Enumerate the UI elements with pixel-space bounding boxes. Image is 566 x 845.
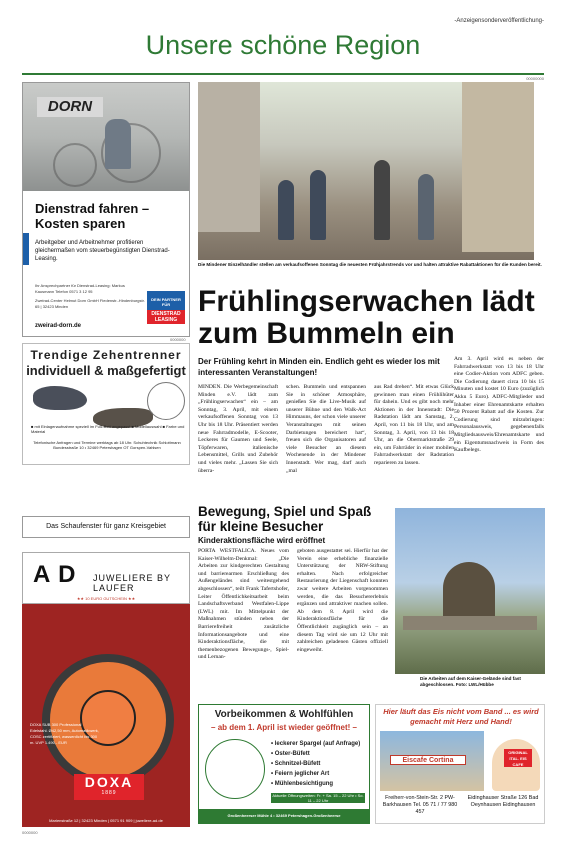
badge-bottom: DIENSTRAD LEASING — [147, 310, 185, 324]
second-headline: Bewegung, Spiel und Spaß für kleine Besucher — [198, 504, 372, 534]
rule-mark: 00000000 — [526, 76, 544, 81]
list-item: • leckerer Spargel (auf Anfrage) — [271, 741, 361, 747]
address-1: Freiherr-von-Stein-Str. 2 PW-Barkhausen Tel. 05 71 / 77 980 457 — [382, 795, 458, 815]
ad-shoes[interactable] — [22, 343, 190, 465]
pedestrian — [418, 174, 434, 240]
ad-footer: Telefonische Anfragen und Termine werktags ab 18 Uhr. Schuhtechnik Schlottmann Bundesstraße 10 • 32469 Petershagen OT Gorspen-Vahlsen — [33, 440, 181, 450]
page-title: Unsere schöne Region — [145, 30, 421, 60]
list-item: • Schnitzel-Büfett — [271, 761, 321, 767]
body-column: MINDEN. Die Werbegemeinschaft Minden e.V. lädt zum „Frühlingserwachen“ ein – am Sonntag, 3. April, mit einem verkaufsoffenen Sonntag von 13 Uhr bis 18 Uhr. Präsentiert werden neue Fahrradmodelle, E-Scooter, Leckeres für Gaumen und Seele, Töpferwaren, italienische Lebensmittel, Grills und Zubehör und vieles mehr. „Lassen Sie sich überra- — [198, 384, 278, 474]
header-rule — [22, 73, 544, 75]
contact-person: Ihr Ansprechpartner für Dienstrad-Leasing: Markus Kausmann Telefon 0571 3 12 95 — [35, 283, 125, 294]
ad-contact — [35, 283, 145, 310]
main-photo-caption: Die Mindener Einzelhändler stellen am verkaufsoffenen Sonntag die neuesten Frühjahrstrends vor und halten attraktive Rabattaktionen für die Kunden bereit. — [198, 262, 542, 267]
ad-dienstrad[interactable] — [22, 82, 190, 337]
pedestrian — [310, 170, 326, 240]
doxa-brand: DOXA — [84, 774, 134, 790]
ad-bullets: ■ mit Einlagenaufnahme speziell im Fuß-Bett angepasst ■ Modellauswahl ■ Farbe und Material — [31, 424, 185, 434]
ad-mark: 0000000 — [170, 337, 186, 342]
pedestrian — [374, 160, 390, 240]
monument-caption — [420, 676, 540, 688]
ad-list — [271, 739, 360, 789]
ad-subheadline: – ab dem 1. April ist wieder geöffnet! – — [211, 723, 357, 732]
ad-photo — [23, 83, 189, 191]
building — [198, 82, 260, 232]
main-headline: Frühlingserwachen lädt zum Bummeln ein — [198, 285, 535, 350]
accent-bar — [23, 233, 29, 265]
caption-credit: Foto: LWL/Hübbe — [455, 682, 494, 687]
pedestrian — [278, 180, 294, 240]
laufer-logo: A D — [33, 561, 77, 588]
windmill-icon — [205, 739, 265, 799]
ad-subheadline: individuell & maßgefertigt — [26, 363, 186, 378]
list-item: • Mühlenbesichtigung — [271, 781, 334, 787]
second-subhead: Kinderaktionsfläche wird eröffnet — [198, 536, 326, 545]
body-column: schen. Bummeln und entspannen Sie in schöner Atmosphäre, genießen Sie die Live-Musik auf unserer Bühne und den Walk-Act Himmauns, der schon viele unserer Veranstaltungen mit seinen Darbietungen bereichert hat“, freuen sich die Organisatoren auf viele Besucher an diesem Wochenende in der Mindener Innenstadt. Wer mag, darf auch „mal — [286, 384, 366, 474]
ad-headline: Vorbeikommen & Wohlfühlen — [214, 709, 354, 720]
list-item: • Oster-Büfett — [271, 751, 310, 757]
original-badge: ORIGINAL ITAL. EIS CAFE — [504, 749, 532, 767]
sandal-icon — [33, 386, 87, 410]
ad-laufer[interactable] — [22, 552, 190, 604]
leasing-badge — [147, 291, 185, 321]
ad-kreisgebiet[interactable]: Das Schaufenster für ganz Kreisgebiet — [22, 516, 190, 538]
address-2: Eidinghauser Straße 126 Bad Oeynhausen Eidinghausen — [467, 795, 539, 808]
ad-headline: Trendige Zehentrenner — [30, 348, 182, 362]
laufer-subtitle: JUWELIERE BY LAUFER — [93, 573, 171, 593]
monument-base — [403, 616, 537, 630]
ad-body: Arbeitgeber und Arbeitnehmer profitieren gleichermaßen vom steuerbegünstigten Dienstrad-Leasing. — [35, 240, 170, 262]
ad-muehle[interactable] — [198, 704, 370, 824]
seal-icon — [147, 382, 185, 420]
body-column: geboten ausgestattet sei. Hierfür hat der Verein eine erhebliche finanzielle Unterstützung der NRW-Stiftung erhalten. Nach erfolgreicher Restaurierung der Liegenschaft konnten zwar weitere Arbeiten vorgenommen werden, die das Besuchererlebnis ergänzen und attraktiver machen sollen. Ab dem 8. April wird die Kinderaktionsfläche für die Öffentlichkeit zugänglich sein – an diesem Tag wird sie um 12 Uhr mit zahlreichen geladenen Gästen offiziell eingeweiht. — [297, 548, 388, 653]
building — [462, 82, 534, 252]
body-column: Am 3. April wird es neben der Fahrradwerkstatt von 13 bis 18 Uhr eine Codier-Aktion vom ADFC geben. Die Codierung dauert circa 10 bis 15 Minuten und kostet 10 Euro (zuzüglich Akku 5 Euro). ADFC-Mitglieder und Inhaber einer Ehrenamtskarte erhalten 50 Prozent Rabatt auf die Kosten. Zur Codierung sind mitzubringen: Personalausweis, gegebenenfalls Mitgliedsausweis/Ehrenamtskarte und ein Eigentumsnachweis in Form des Kaufbelegs. — [454, 356, 544, 454]
opening-hours: Aktuelle Öffnungszeiten: Fr. + Sa. 15 – 22 Uhr • So. 11 – 22 Uhr — [272, 793, 364, 803]
monument — [443, 562, 495, 620]
doxa-year: 1889 — [101, 790, 117, 796]
doxa-text: DOXA SUB 300 Professional Edelstahl. Ø42,50 mm, Automatikwerk, COSC zertifiziert, wasserdicht bis 300 m. UVP 1.490,- EUR — [30, 722, 99, 745]
ad-headline: Hier läuft das Eis nicht vom Band ... es wird gemacht mit Herz und Hand! — [383, 707, 539, 726]
shop-sign: Eiscafe Cortina — [390, 755, 466, 765]
body-column: PORTA WESTFALICA. Neues vom Kaiser-Wilhelm-Denkmal: „Die Arbeiten zur kindgerechten Gestaltung und barrierearmen Erschließung des Außengeländes sind weitestgehend abgeschlossen“, teilt Frank Tafertshofer, Leiter Öffentlichkeitsarbeit beim Landschaftsverband Westfalen-Lippe (LWL) mit. Im Mittelpunkt der Maßnahmen stünden neben der Barrierefreiheit zusätzliche Informationsangebote und eine Kinderaktionsfläche, die mit themenbezogenen Bewegungs-, Spiel- und Lernan- — [198, 548, 289, 661]
monument-photo — [395, 508, 545, 674]
second-body — [198, 548, 388, 662]
ad-doxa[interactable] — [22, 604, 190, 827]
ad-footer: Großenheerser Mühle 4 • 32469 Petershagen-Großenheerse — [199, 809, 369, 823]
bottom-mark: 0000000 — [22, 830, 38, 835]
laufer-strip: ★★ 10 EURO GUTSCHEIN ★★ — [23, 595, 189, 603]
dorn-logo: DORN — [37, 97, 103, 117]
doxa-logo — [74, 774, 144, 800]
main-photo — [198, 82, 534, 260]
ad-eiscafe[interactable] — [375, 704, 545, 824]
doxa-footer: Marienstraße 12 | 32423 Minden | 0571 91 909 | juweliere-ad.de — [49, 818, 163, 823]
cyclist — [105, 119, 131, 169]
ad-website[interactable]: zweirad-dorn.de — [35, 323, 82, 329]
caption-text: Die Arbeiten auf dem Kaiser-Gelände sind fast abgeschlossen. — [420, 676, 521, 687]
badge-top: DEIN PARTNER FÜR — [151, 297, 181, 307]
contact-address: Zweirad-Center Helmut Dorn GmbH Fiedenstr.-Hindenburgstr. 65 | 32423 Minden — [35, 298, 145, 309]
ad-headline: Dienstrad fahren – Kosten sparen — [35, 201, 150, 231]
bike-wheel — [53, 143, 97, 187]
list-item: • Feiern jeglicher Art — [271, 771, 330, 777]
body-column: aus Rad drehen“. Mit etwas Glück gewinnen man einen Frühlihüter für dahein. Und es gibt noch mehr Aktionen in der Innenstadt: Die Radstation lädt am Samstag, 2. April, von 11 bis 18 Uhr, und am Sonntag, 3. April, von 13 bis 18 Uhr, an die Obermarktstraße 29 ein, um Fahrräder in einer mobilen Fahrradwerkstatt der Radstation reparieren zu lassen. — [374, 384, 454, 466]
header-note: -Anzeigensonderveröffentlichung- — [454, 18, 544, 24]
main-lead: Der Frühling kehrt in Minden ein. Endlich geht es wieder los mit interessanten Veranstaltungen! — [198, 357, 440, 377]
